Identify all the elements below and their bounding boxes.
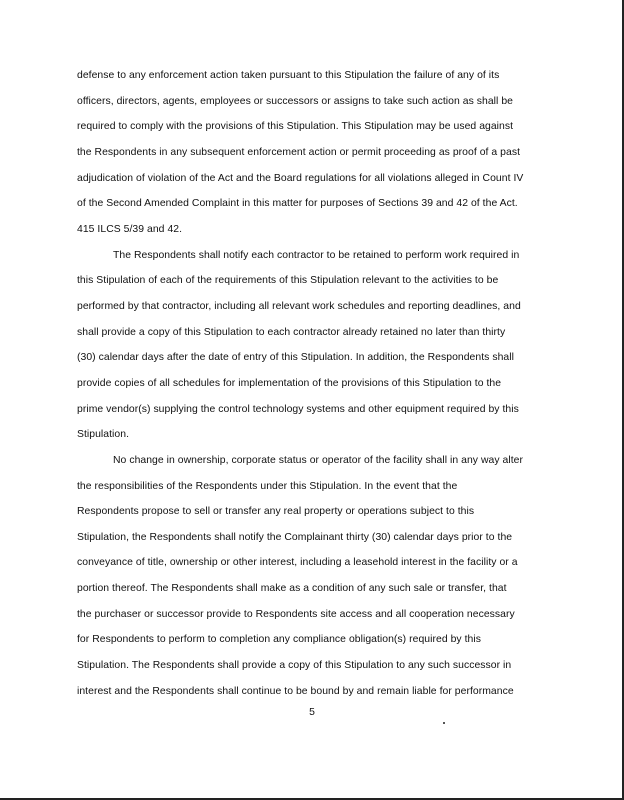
text-line: of the Second Amended Complaint in this matter for purposes of Sections 39 and 42 of the Act. bbox=[77, 198, 518, 210]
text-line: (30) calendar days after the date of entry of this Stipulation. In addition, the Respondents shall bbox=[77, 352, 514, 364]
text-line: The Respondents shall notify each contractor to be retained to perform work required in bbox=[113, 249, 520, 261]
text-line: 415 ILCS 5/39 and 42. bbox=[77, 223, 183, 235]
paragraph-2 bbox=[77, 243, 555, 448]
text-line: prime vendor(s) supplying the control technology systems and other equipment required by this bbox=[77, 403, 519, 415]
text-line: defense to any enforcement action taken pursuant to this Stipulation the failure of any of its bbox=[77, 70, 500, 81]
text-line: adjudication of violation of the Act and the Board regulations for all violations alleged in Count IV bbox=[77, 172, 524, 184]
text-line: provide copies of all schedules for implementation of the provisions of this Stipulation to the bbox=[77, 377, 502, 389]
text-line: Stipulation, the Respondents shall notify the Complainant thirty (30) calendar days prior to the bbox=[77, 531, 513, 543]
text-line: the purchaser or successor provide to Respondents site access and all cooperation necessary bbox=[77, 608, 515, 620]
text-line: Respondents propose to sell or transfer any real property or operations subject to this bbox=[77, 506, 475, 518]
text-line: the Respondents in any subsequent enforcement action or permit proceeding as proof of a past bbox=[77, 146, 521, 158]
page-number: 5 bbox=[309, 707, 315, 718]
scan-speck bbox=[443, 722, 445, 724]
text-line: conveyance of title, ownership or other interest, including a leasehold interest in the facility or a bbox=[77, 557, 518, 569]
document-body bbox=[77, 63, 555, 704]
text-line: interest and the Respondents shall continue to be bound by and remain liable for performance bbox=[77, 685, 514, 697]
text-line: portion thereof. The Respondents shall make as a condition of any such sale or transfer, that bbox=[77, 583, 507, 595]
text-line: shall provide a copy of this Stipulation to each contractor already retained no later than thirty bbox=[77, 326, 506, 338]
paragraph-1 bbox=[77, 63, 555, 243]
text-line: performed by that contractor, including all relevant work schedules and reporting deadlines, and bbox=[77, 300, 521, 312]
text-line: the responsibilities of the Respondents under this Stipulation. In the event that the bbox=[77, 480, 458, 492]
text-line: required to comply with the provisions of this Stipulation. This Stipulation may be used against bbox=[77, 121, 514, 133]
text-line: Stipulation. bbox=[77, 429, 130, 441]
text-line: Stipulation. The Respondents shall provide a copy of this Stipulation to any such successor in bbox=[77, 660, 512, 672]
text-line: No change in ownership, corporate status or operator of the facility shall in any way alter bbox=[113, 454, 523, 466]
paragraph-3 bbox=[77, 448, 555, 705]
text-line: for Respondents to perform to completion any compliance obligation(s) required by this bbox=[77, 634, 481, 646]
text-line: officers, directors, agents, employees or successors or assigns to take such action as shall be bbox=[77, 95, 513, 107]
text-line: this Stipulation of each of the requirements of this Stipulation relevant to the activities to be bbox=[77, 275, 499, 287]
